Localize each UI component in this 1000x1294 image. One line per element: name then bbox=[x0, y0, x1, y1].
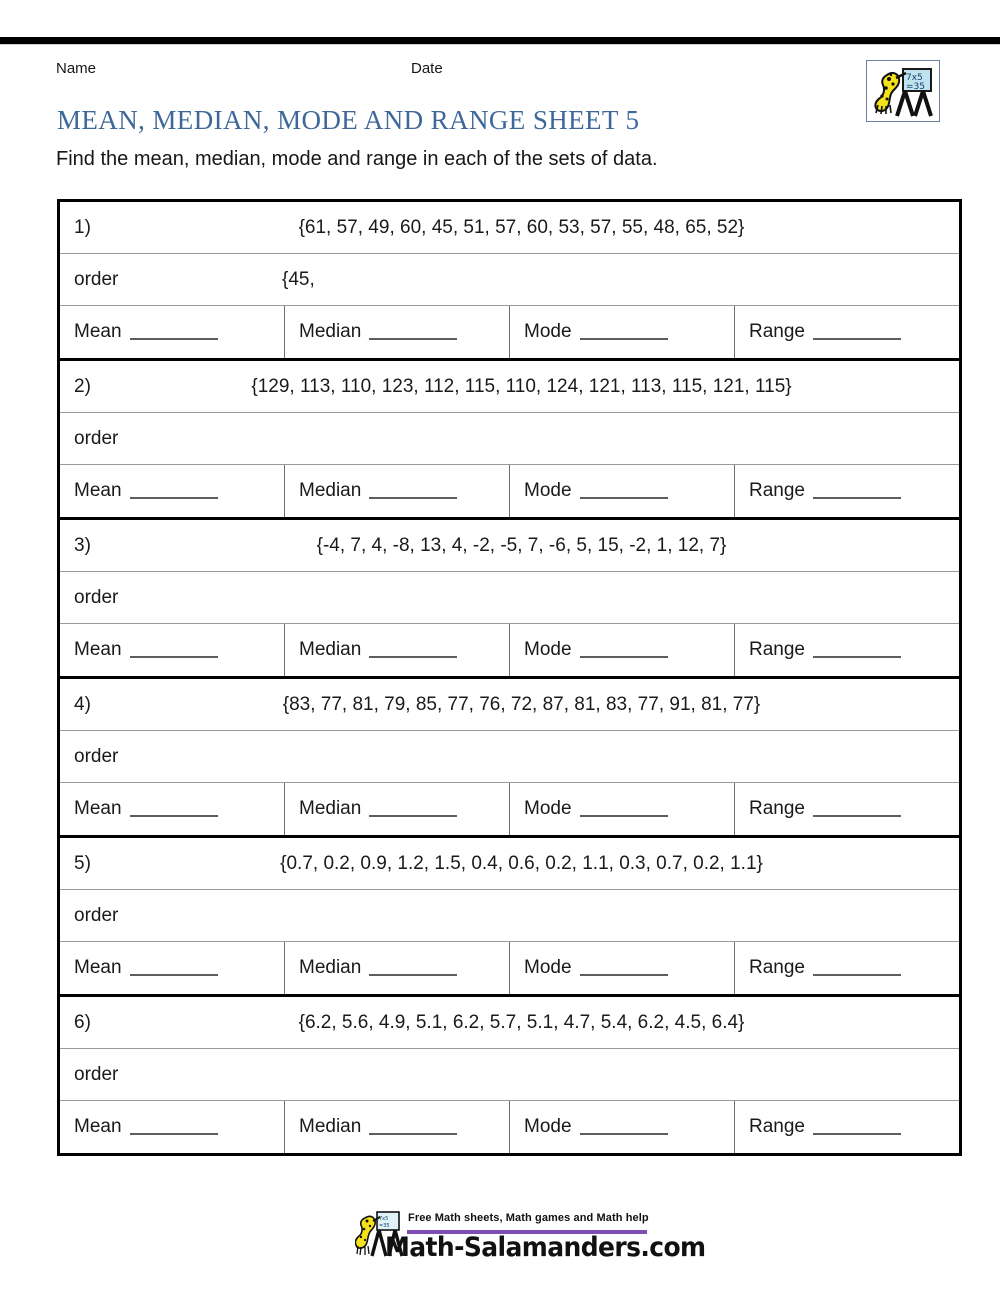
question-set-row bbox=[60, 679, 959, 731]
range-label: Range bbox=[749, 480, 805, 501]
order-row[interactable] bbox=[60, 1049, 959, 1101]
svg-text:7x5: 7x5 bbox=[379, 1216, 389, 1222]
mean-answer-cell[interactable] bbox=[60, 465, 285, 517]
question-set-row bbox=[60, 520, 959, 572]
mean-answer-cell[interactable] bbox=[60, 624, 285, 676]
instructions-text: Find the mean, median, mode and range in each of the sets of data. bbox=[56, 148, 658, 170]
mode-answer-line[interactable] bbox=[580, 1120, 668, 1135]
median-label: Median bbox=[299, 798, 362, 819]
order-row[interactable] bbox=[60, 254, 959, 306]
question-number: 2) bbox=[74, 375, 91, 397]
questions-table bbox=[57, 199, 962, 1156]
mean-answer-line[interactable] bbox=[130, 643, 218, 658]
order-label: order bbox=[74, 427, 119, 449]
median-label: Median bbox=[299, 639, 362, 660]
question-block bbox=[60, 361, 959, 520]
range-answer-line[interactable] bbox=[813, 1120, 901, 1135]
range-label: Range bbox=[749, 1116, 805, 1137]
median-answer-line[interactable] bbox=[369, 802, 457, 817]
mode-label: Mode bbox=[524, 480, 572, 501]
order-label: order bbox=[74, 1063, 119, 1085]
median-label: Median bbox=[299, 957, 362, 978]
order-row[interactable] bbox=[60, 731, 959, 783]
mode-label: Mode bbox=[524, 798, 572, 819]
range-answer-line[interactable] bbox=[813, 325, 901, 340]
answers-row bbox=[60, 783, 959, 835]
median-answer-cell[interactable] bbox=[285, 783, 510, 835]
mode-label: Mode bbox=[524, 639, 572, 660]
range-answer-line[interactable] bbox=[813, 484, 901, 499]
mean-answer-line[interactable] bbox=[130, 802, 218, 817]
question-set-row bbox=[60, 361, 959, 413]
median-answer-line[interactable] bbox=[369, 325, 457, 340]
range-answer-cell[interactable] bbox=[735, 306, 959, 358]
svg-text:=35: =35 bbox=[906, 82, 925, 92]
question-block bbox=[60, 520, 959, 679]
mean-answer-line[interactable] bbox=[130, 325, 218, 340]
range-answer-cell[interactable] bbox=[735, 1101, 959, 1153]
median-answer-cell[interactable] bbox=[285, 942, 510, 994]
mean-answer-cell[interactable] bbox=[60, 1101, 285, 1153]
mode-answer-cell[interactable] bbox=[510, 465, 735, 517]
question-dataset: {0.7, 0.2, 0.9, 1.2, 1.5, 0.4, 0.6, 0.2, 1.1, 0.3, 0.7, 0.2, 1.1} bbox=[280, 852, 763, 874]
median-answer-cell[interactable] bbox=[285, 1101, 510, 1153]
mode-answer-cell[interactable] bbox=[510, 624, 735, 676]
mean-answer-line[interactable] bbox=[130, 1120, 218, 1135]
question-dataset: {-4, 7, 4, -8, 13, 4, -2, -5, 7, -6, 5, 15, -2, 1, 12, 7} bbox=[316, 534, 727, 556]
median-label: Median bbox=[299, 1116, 362, 1137]
order-row[interactable] bbox=[60, 413, 959, 465]
answers-row bbox=[60, 624, 959, 676]
math-salamanders-logo-icon bbox=[866, 60, 940, 122]
median-answer-line[interactable] bbox=[369, 1120, 457, 1135]
question-dataset: {129, 113, 110, 123, 112, 115, 110, 124, 121, 113, 115, 121, 115} bbox=[251, 375, 792, 397]
mean-answer-line[interactable] bbox=[130, 484, 218, 499]
site-footer bbox=[355, 1208, 706, 1270]
mode-answer-cell[interactable] bbox=[510, 783, 735, 835]
question-block bbox=[60, 202, 959, 361]
question-number: 6) bbox=[74, 1011, 91, 1033]
mean-answer-cell[interactable] bbox=[60, 306, 285, 358]
footer-tagline: Free Math sheets, Math games and Math help bbox=[408, 1212, 649, 1224]
question-set-row bbox=[60, 838, 959, 890]
mean-label: Mean bbox=[74, 639, 122, 660]
mean-label: Mean bbox=[74, 957, 122, 978]
mode-answer-line[interactable] bbox=[580, 802, 668, 817]
mean-label: Mean bbox=[74, 321, 122, 342]
question-dataset: {6.2, 5.6, 4.9, 5.1, 6.2, 5.7, 5.1, 4.7, 5.4, 6.2, 4.5, 6.4} bbox=[298, 1011, 745, 1033]
mean-label: Mean bbox=[74, 480, 122, 501]
question-number: 1) bbox=[74, 216, 91, 238]
order-label: order bbox=[74, 904, 119, 926]
top-rule-divider bbox=[0, 37, 1000, 45]
range-answer-line[interactable] bbox=[813, 961, 901, 976]
range-label: Range bbox=[749, 798, 805, 819]
name-date-header bbox=[56, 58, 946, 80]
range-answer-line[interactable] bbox=[813, 802, 901, 817]
mode-answer-cell[interactable] bbox=[510, 1101, 735, 1153]
svg-text:=35: =35 bbox=[379, 1223, 390, 1229]
answers-row bbox=[60, 306, 959, 358]
range-answer-cell[interactable] bbox=[735, 942, 959, 994]
order-label: order bbox=[74, 268, 119, 290]
question-set-row bbox=[60, 997, 959, 1049]
name-label: Name bbox=[56, 60, 97, 77]
footer-domain-link[interactable]: Math-Salamanders.com bbox=[385, 1232, 706, 1263]
answers-row bbox=[60, 942, 959, 994]
order-row[interactable] bbox=[60, 572, 959, 624]
median-answer-line[interactable] bbox=[369, 961, 457, 976]
mean-answer-line[interactable] bbox=[130, 961, 218, 976]
question-dataset: {83, 77, 81, 79, 85, 77, 76, 72, 87, 81, 83, 77, 91, 81, 77} bbox=[282, 693, 761, 715]
mode-answer-cell[interactable] bbox=[510, 306, 735, 358]
median-answer-line[interactable] bbox=[369, 484, 457, 499]
mode-answer-line[interactable] bbox=[580, 961, 668, 976]
median-answer-cell[interactable] bbox=[285, 306, 510, 358]
question-dataset: {61, 57, 49, 60, 45, 51, 57, 60, 53, 57, 55, 48, 65, 52} bbox=[298, 216, 745, 238]
mode-label: Mode bbox=[524, 1116, 572, 1137]
mode-answer-cell[interactable] bbox=[510, 942, 735, 994]
range-label: Range bbox=[749, 321, 805, 342]
mean-answer-cell[interactable] bbox=[60, 783, 285, 835]
order-label: order bbox=[74, 745, 119, 767]
range-answer-cell[interactable] bbox=[735, 624, 959, 676]
median-label: Median bbox=[299, 480, 362, 501]
median-answer-cell[interactable] bbox=[285, 624, 510, 676]
range-answer-cell[interactable] bbox=[735, 465, 959, 517]
mean-label: Mean bbox=[74, 1116, 122, 1137]
mean-label: Mean bbox=[74, 798, 122, 819]
page-title: MEAN, MEDIAN, MODE AND RANGE SHEET 5 bbox=[57, 105, 640, 135]
mode-answer-line[interactable] bbox=[580, 643, 668, 658]
question-number: 4) bbox=[74, 693, 91, 715]
mode-answer-line[interactable] bbox=[580, 484, 668, 499]
answers-row bbox=[60, 465, 959, 517]
question-number: 3) bbox=[74, 534, 91, 556]
range-label: Range bbox=[749, 957, 805, 978]
mode-answer-line[interactable] bbox=[580, 325, 668, 340]
range-label: Range bbox=[749, 639, 805, 660]
mean-answer-cell[interactable] bbox=[60, 942, 285, 994]
median-answer-cell[interactable] bbox=[285, 465, 510, 517]
range-answer-cell[interactable] bbox=[735, 783, 959, 835]
answers-row bbox=[60, 1101, 959, 1153]
mode-label: Mode bbox=[524, 957, 572, 978]
median-label: Median bbox=[299, 321, 362, 342]
order-label: order bbox=[74, 586, 119, 608]
date-label: Date bbox=[411, 60, 443, 77]
range-answer-line[interactable] bbox=[813, 643, 901, 658]
question-number: 5) bbox=[74, 852, 91, 874]
median-answer-line[interactable] bbox=[369, 643, 457, 658]
question-set-row bbox=[60, 202, 959, 254]
question-block bbox=[60, 997, 959, 1153]
order-row[interactable] bbox=[60, 890, 959, 942]
svg-text:7x5: 7x5 bbox=[906, 73, 923, 83]
order-value: {45, bbox=[282, 268, 315, 290]
question-block bbox=[60, 838, 959, 997]
mode-label: Mode bbox=[524, 321, 572, 342]
question-block bbox=[60, 679, 959, 838]
